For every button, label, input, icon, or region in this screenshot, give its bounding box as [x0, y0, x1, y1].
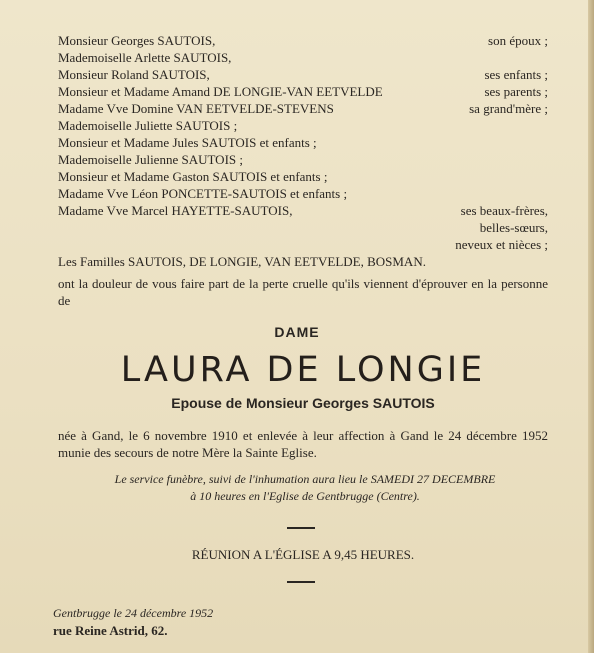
family-member-name: Mademoiselle Arlette SAUTOIS, [58, 50, 232, 65]
family-member-name: Madame Vve Léon PONCETTE-SAUTOIS et enfants ; [58, 186, 348, 201]
family-member-name: Mademoiselle Julienne SAUTOIS ; [58, 152, 243, 167]
service-details [70, 471, 540, 505]
family-relation: belles-sœurs, [479, 220, 548, 235]
footer-date: Gentbrugge le 24 décembre 1952 [53, 606, 214, 620]
family-relation: sa grand'mère ; [469, 101, 548, 116]
family-member-name: Monsieur Roland SAUTOIS, [58, 67, 210, 82]
announcement-text: ont la douleur de vous faire part de la perte cruelle qu'ils viennent d'éprouver en la personne de [58, 276, 548, 308]
family-relation: ses enfants ; [484, 67, 548, 82]
family-relation: son époux ; [488, 33, 548, 48]
separator-2 [287, 581, 315, 583]
birth-death-text: née à Gand, le 6 novembre 1910 et enlevée à leur affection à Gand le 24 décembre 1952 munie des secours de notre Mère la Sainte Eglise. [58, 428, 548, 460]
family-member-name: Monsieur et Madame Jules SAUTOIS et enfants ; [58, 135, 317, 150]
service-line-2: à 10 heures en l'Eglise de Gentbrugge (Centre). [190, 489, 420, 503]
family-member-name: Mademoiselle Juliette SAUTOIS ; [58, 118, 238, 133]
family-member-name: Monsieur et Madame Gaston SAUTOIS et enfants ; [58, 169, 328, 184]
family-relation: neveux et nièces ; [455, 237, 548, 252]
spouse-line: Epouse de Monsieur Georges SAUTOIS [171, 395, 435, 411]
family-member-name: Les Familles SAUTOIS, DE LONGIE, VAN EETVELDE, BOSMAN. [58, 254, 426, 269]
family-relation: ses parents ; [484, 84, 548, 99]
family-member-name: Monsieur et Madame Amand DE LONGIE-VAN EETVELDE [58, 84, 383, 99]
footer-address: rue Reine Astrid, 62. [53, 623, 168, 638]
reunion-text: RÉUNION A L'ÉGLISE A 9,45 HEURES. [191, 547, 415, 562]
family-member-name: Monsieur Georges SAUTOIS, [58, 33, 216, 48]
deceased-name: LAURA DE LONGIE [120, 350, 486, 390]
title-dame: DAME [274, 324, 320, 340]
service-line-1: Le service funèbre, suivi de l'inhumation aura lieu le SAMEDI 27 DECEMBRE [114, 472, 496, 486]
family-member-name: Madame Vve Marcel HAYETTE-SAUTOIS, [58, 203, 293, 218]
family-member-name: Madame Vve Domine VAN EETVELDE-STEVENS [58, 101, 334, 116]
separator-1 [287, 527, 315, 529]
family-relation: ses beaux-frères, [460, 203, 548, 218]
